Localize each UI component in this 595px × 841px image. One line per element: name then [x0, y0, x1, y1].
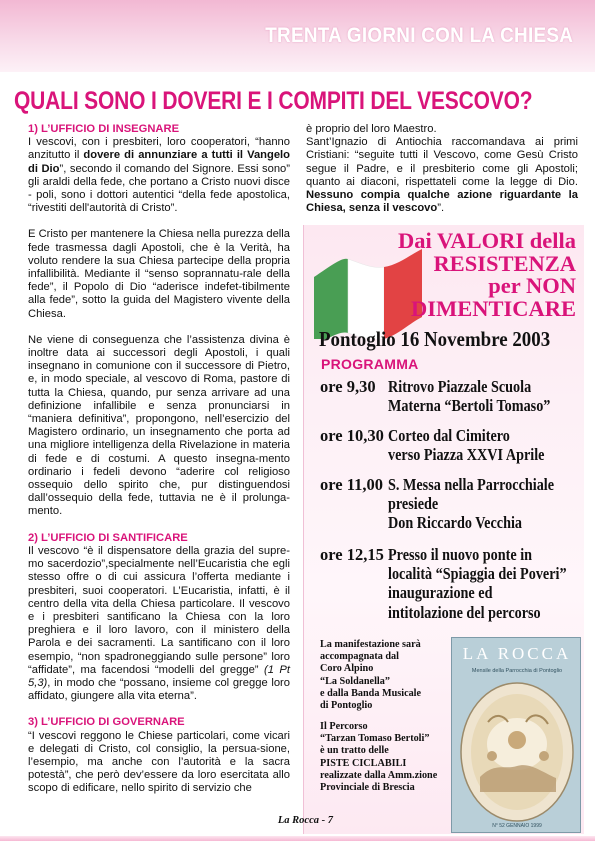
event-line: presiede	[388, 494, 439, 514]
section-heading-teaching: 1) L’UFFICIO DI INSEGNARE	[28, 123, 180, 135]
event-line: Don Riccardo Vecchia	[388, 513, 523, 533]
cover-footer: N° 52 GENNAIO 1999	[492, 823, 542, 829]
cover-subtitle: Mensile della Parrocchia di Pontoglio	[471, 668, 563, 674]
magazine-cover-image	[451, 637, 581, 833]
event-time: ore 10,30	[320, 426, 384, 445]
paragraph-6: è proprio del loro Maestro. Sant’Ignazio di Antiochia raccomandava ai primi Cristiani: “seguite tutti il Vescovo, come Gesù Cristo segue il Padre, e il presbiterio come gli Apostoli; quanto ai diaconi, rispettateli come la legge di Dio. Nessuno compia qualche azione riguardante la Chiesa, senza il vescovo”.	[306, 123, 578, 215]
poster-note-route: Il Percorso “Tarzan Tomaso Bertoli” è un tratto delle PISTE CICLABILI realizzate dalla Amm.zione Provinciale di Brescia	[320, 721, 438, 794]
event-line: S. Messa nella Parrocchiale	[388, 475, 555, 494]
paragraph-4: Il vescovo “è il dispensatore della grazia del supre-mo sacerdozio”,specialmente nell’Eucaristia che egli stesso offre o di cui assicura l’offerta mediante i presbiteri, suoi cooperatori. L’Eucaristia, infatti, è il centro della vita della Chiesa particolare. Il vescovo e i presbiteri santificano la Chiesa con la loro preghiera e il loro lavoro, con il ministero della Parola e dei sacramenti. La santificano con il loro esempio, “non spadroneggiando sulle persone” loro “affidate”, ma facendosi “modelli del gregge” (1 Pt 5,3), in modo che “possano, insieme col gregge loro affidato, giungere alla vita eterna”.	[28, 544, 290, 703]
poster-title: Dai VALORI della RESISTENZA per NON DIMENTICARE	[398, 228, 576, 321]
event-line: inaugurazione ed	[388, 583, 493, 603]
section-heading-sanctifying: 2) L’UFFICIO DI SANTIFICARE	[28, 531, 188, 544]
poster-date: Pontoglio 16 Novembre 2003	[319, 327, 551, 351]
event-line: località “Spiaggia dei Poveri”	[388, 564, 567, 584]
paragraph-1: I vescovi, con i presbiteri, loro cooperatori, “hanno anzitutto il dovere di annunziare a tutti il Vangelo di Dio”, secondo il comando del Signore. Essi sono” gli araldi della fede, che portano a Cristo nuovi disce - poli, sono i dottori autentici “della fede apostolica, “rivestiti dell'autorità di Cristo”.	[28, 136, 291, 215]
event-line: Presso il nuovo ponte in	[388, 545, 533, 564]
event-line: Corteo dal Cimitero	[388, 426, 510, 445]
section-header: TRENTA GIORNI CON LA CHIESA	[265, 24, 573, 47]
article-title: QUALI SONO I DOVERI E I COMPITI DEL VESCOVO?	[14, 87, 533, 115]
event-line: intitolazione del percorso	[388, 602, 541, 622]
event-line: Materna “Bertoli Tomaso”	[388, 396, 551, 416]
event-time: ore 12,15	[320, 545, 384, 564]
poster-note-music: La manifestazione sarà accompagnata dal Coro Alpino “La Soldanella” e dalla Banda Musicale di Pontoglio	[320, 639, 422, 712]
paragraph-5: “I vescovi reggono le Chiese particolari, come vicari e delegati di Cristo, col consiglio, la persua-sione, l’esempio, ma anche con l’autorità e la sacra potestà”, che però dev’essere da loro esercitata allo scopo di edificare, nello spirito di servizio che	[28, 729, 290, 795]
left-column	[28, 123, 290, 809]
cover-title: LA ROCCA	[462, 644, 572, 663]
event-line: verso Piazza XXVI Aprile	[388, 445, 545, 465]
page-footer: La Rocca - 7	[277, 815, 333, 826]
section-heading-governing: 3) L’UFFICIO DI GOVERNARE	[28, 716, 185, 729]
fresco-artwork	[460, 682, 574, 822]
footer-band	[0, 836, 595, 841]
program-label: PROGRAMMA	[321, 356, 419, 372]
event-time: ore 11,00	[320, 475, 383, 494]
event-poster	[303, 225, 584, 834]
event-time: ore 9,30	[320, 377, 376, 396]
paragraph-2: E Cristo per mantenere la Chiesa nella purezza della fede trasmessa dagli Apostoli, che è la Verità, ha voluto rendere la sua Chiesa partecipe della propria infallibilità. Mediante il “senso soprannatu-rale della fede”, il Popolo di Dio “aderisce indefet-tibilmente alla fede”, sotto la guida del Magistero vivente della Chiesa.	[28, 228, 290, 320]
right-column	[306, 123, 578, 228]
event-line: Ritrovo Piazzale Scuola	[388, 377, 532, 396]
paragraph-3: Ne viene di conseguenza che l’assistenza divina è inoltre data ai successori degli Apostoli, i quali insegnano in comunione con il successore di Pietro, e, in modo speciale, al vescovo di Roma, pastore di tutta la Chiesa, quando, pur senza arrivare ad una definizione infallibile e senza pronunciarsi in “maniera definitiva”, propongono, nell’esercizio del Magistero ordinario, un insegnamento che porta ad una migliore intelligenza della Rivelazione in materia di fede e di costumi. A questo insegna-mento ordinario i fedeli devono “aderire col religioso ossequio dello spirito che, pur distinguendosi dall’ossequio della fede, tuttavia ne è il prolunga-mento.	[28, 333, 290, 518]
